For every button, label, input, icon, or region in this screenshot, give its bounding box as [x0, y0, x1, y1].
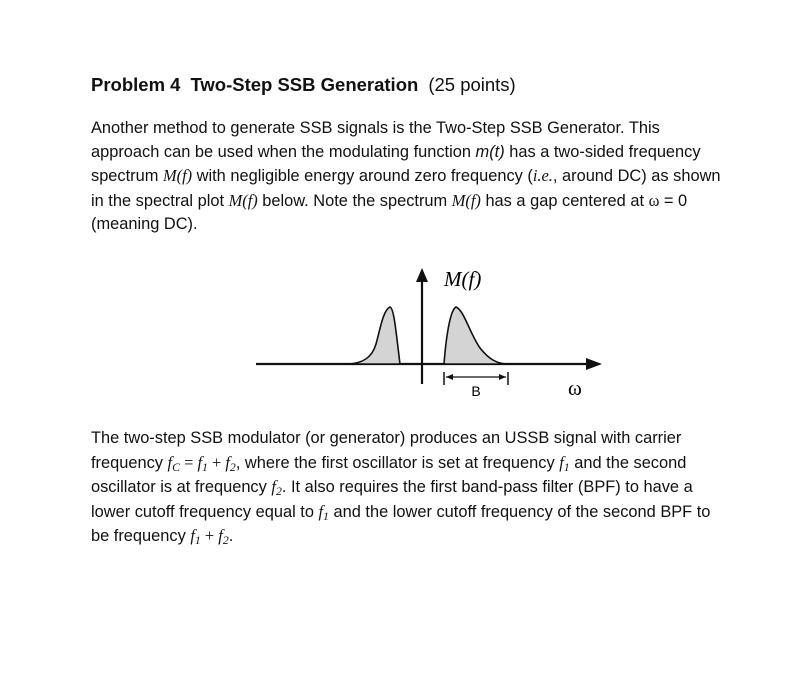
frequency-axis-arrowhead [586, 358, 602, 370]
bandwidth-arrow-left [446, 374, 453, 380]
intro-line-3: spectrum M(f) with negligible energy around zero frequency (i.e., around DC) as shown [91, 166, 721, 186]
problem-number: Problem 4 [91, 74, 181, 95]
spectrum-right-lobe [444, 307, 508, 364]
modulator-line-1: The two-step SSB modulator (or generator) produces an USSB signal with carrier [91, 429, 682, 447]
modulator-line-5: be frequency $f_1 + f_2$. [91, 526, 234, 548]
intro-line-4: in the spectral plot M(f) below. Note the spectrum M(f) has a gap centered at ω = 0 [91, 190, 688, 210]
spectrum-diagram [250, 260, 610, 410]
modulator-line-2: frequency $f_C = f_1 + f_2$, where the first oscillator is set at frequency $f_1$ and the second [91, 452, 687, 474]
magnitude-axis-label: M(f) [444, 267, 482, 291]
problem-points: (25 points) [428, 74, 516, 95]
bandwidth-label: B [471, 383, 481, 399]
intro-line-2: approach can be used when the modulating function m(t) has a two-sided frequency [91, 142, 701, 161]
modulator-paragraph [91, 427, 791, 549]
intro-paragraph [91, 117, 791, 237]
magnitude-axis-arrowhead [416, 268, 428, 282]
bandwidth-arrow-right [499, 374, 506, 380]
intro-line-1: Another method to generate SSB signals is the Two-Step SSB Generator. This [91, 119, 660, 137]
problem-name: Two-Step SSB Generation [190, 74, 419, 95]
frequency-axis-label: ω [568, 376, 582, 400]
modulator-line-3: oscillator is at frequency $f_2$. It also requires the first band-pass filter (BPF) to have a [91, 477, 693, 499]
spectrum-left-lobe [346, 307, 400, 364]
intro-line-5: (meaning DC). [91, 215, 198, 234]
modulator-line-4: lower cutoff frequency equal to $f_1$ and the lower cutoff frequency of the second BPF to [91, 501, 711, 523]
problem-title [91, 74, 516, 96]
